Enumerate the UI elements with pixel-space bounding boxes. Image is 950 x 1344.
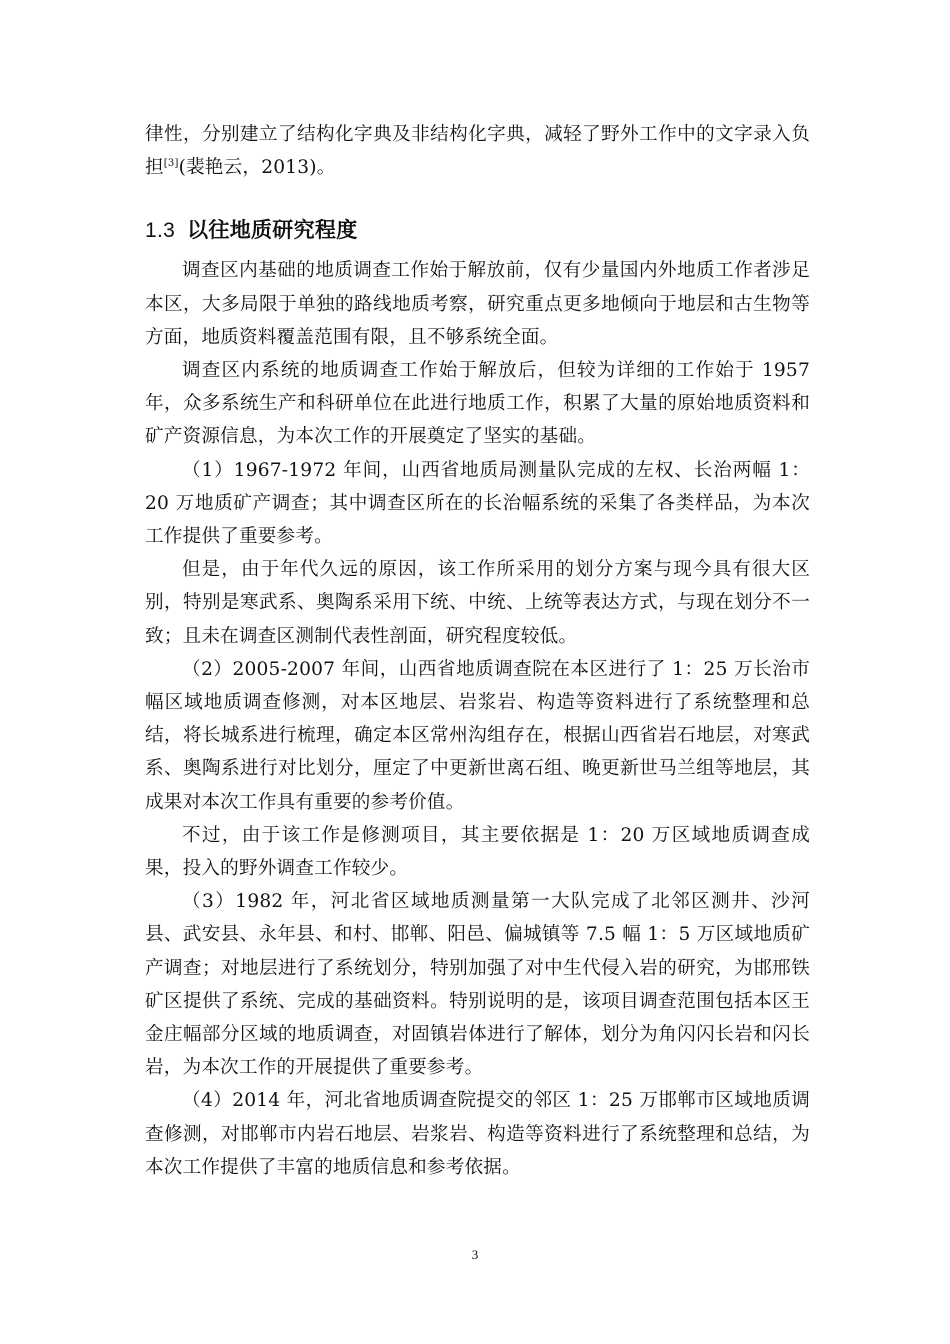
intro-citation: (裴艳云，2013)。 [178,157,336,179]
body-paragraph: 不过，由于该工作是修测项目，其主要依据是 1：20 万区域地质调查成果，投入的野外调查工作较少。 [145,824,810,880]
body-paragraph: 调查区内基础的地质调查工作始于解放前，仅有少量国内外地质工作者涉足本区，大多局限于单独的路线地质考察，研究重点更多地倾向于地层和古生物等方面，地质资料覆盖范围有限，且不够系统全面。 [145,260,810,348]
section-number: 1.3 [145,219,176,243]
body-paragraph: 调查区内系统的地质调查工作始于解放后，但较为详细的工作始于 1957 年，众多系统生产和科研单位在此进行地质工作，积累了大量的原始地质资料和矿产资源信息，为本次工作的开展奠定了坚实的基础。 [145,360,810,448]
page-content [145,118,810,1184]
body-paragraph: （2）2005-2007 年间，山西省地质调查院在本区进行了 1：25 万长治市幅区域地质调查修测，对本区地层、岩浆岩、构造等资料进行了系统整理和总结，将长城系进行梳理，确定本区常州沟组存在，根据山西省岩石地层，对寒武系、奥陶系进行对比划分，厘定了中更新世离石组、晚更新世马兰组等地层，其成果对本次工作具有重要的参考价值。 [145,658,810,813]
section-heading [145,215,810,246]
intro-paragraph [145,118,810,184]
intro-text: 律性，分别建立了结构化字典及非结构化字典，减轻了野外工作中的文字录入负担 [145,124,810,179]
section-title: 以往地质研究程度 [187,218,358,243]
body-paragraph: （4）2014 年，河北省地质调查院提交的邻区 1：25 万邯郸市区域地质调查修测，对邯郸市内岩石地层、岩浆岩、构造等资料进行了系统整理和总结，为本次工作提供了丰富的地质信息和参考依据。 [145,1090,810,1178]
body-paragraph: 但是，由于年代久远的原因，该工作所采用的划分方案与现今具有很大区别，特别是寒武系、奥陶系采用下统、中统、上统等表达方式，与现在划分不一致；且未在调查区测制代表性剖面，研究程度较低。 [145,559,810,647]
page-number: 3 [471,1247,479,1262]
body-paragraph: （1）1967-1972 年间，山西省地质局测量队完成的左权、长治两幅 1：20 万地质矿产调查；其中调查区所在的长治幅系统的采集了各类样品，为本次工作提供了重要参考。 [145,459,810,548]
body-paragraph: （3）1982 年，河北省区域地质测量第一大队完成了北邻区测井、沙河县、武安县、永年县、和村、邯郸、阳邑、偏城镇等 7.5 幅 1：5 万区域地质矿产调查；对地层进行了系统划分，特别加强了对中生代侵入岩的研究，为邯邢铁矿区提供了系统、完成的基础资料。特别说明的是，该项目调查范围包括本区王金庄幅部分区域的地质调查，对固镇岩体进行了解体，划分为角闪闪长岩和闪长岩，为本次工作的开展提供了重要参考。 [145,891,810,1079]
reference-mark: [3] [163,158,179,170]
